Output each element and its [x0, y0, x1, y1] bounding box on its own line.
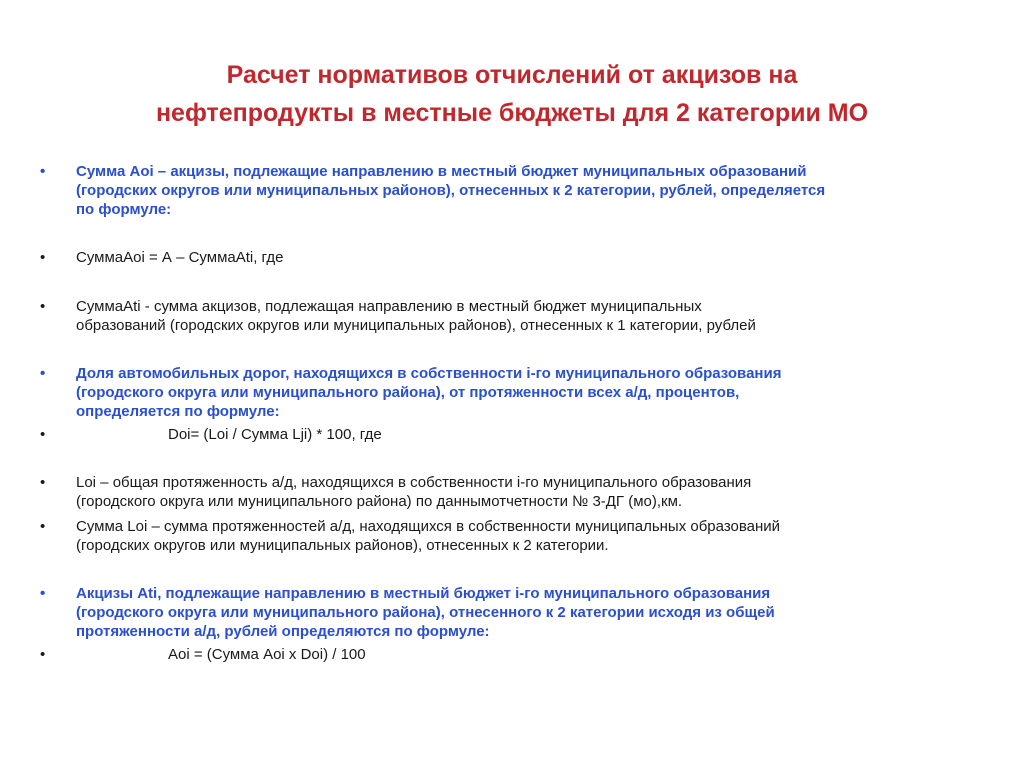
list-item-text: [76, 473, 950, 511]
list-item-text: [76, 645, 950, 664]
text-line: образований (городских округов или муниципальных районов), отнесенных к 1 категории, рублей: [76, 317, 756, 334]
text-line: Сумма Аoi – акцизы, подлежащие направлению в местный бюджет муниципальных образований: [76, 163, 807, 180]
text-line: (городских округов или муниципальных районов), отнесенных к 2 категории.: [76, 537, 609, 554]
list-item-text: [76, 425, 950, 444]
bullet-icon: •: [40, 163, 46, 180]
text-line: Акцизы Аti, подлежащие направлению в местный бюджет i-го муниципального образования: [76, 585, 771, 602]
text-line: Loi – общая протяженность а/д, находящихся в собственности i-го муниципального образования: [76, 474, 752, 491]
list-item-text: [76, 297, 950, 335]
text-line: определяется по формуле:: [76, 403, 280, 420]
text-line: протяженности а/д, рублей определяются по формуле:: [76, 623, 490, 640]
slide-title: [60, 56, 964, 132]
text-line: СуммаАti - сумма акцизов, подлежащая направлению в местный бюджет муниципальных: [76, 298, 702, 315]
bullet-icon: •: [40, 474, 46, 491]
formula-line: Аoi = (Сумма Аoi х Doi) / 100: [168, 646, 366, 663]
text-line: СуммаАoi = А – СуммаАti, где: [76, 249, 284, 266]
title-line-1: Расчет нормативов отчислений от акцизов на: [226, 61, 798, 89]
text-line: (городского округа или муниципального района), от протяженности всех а/д, процентов,: [76, 384, 740, 401]
bullet-icon: •: [40, 426, 46, 443]
text-line: Доля автомобильных дорог, находящихся в собственности i-го муниципального образования: [76, 365, 782, 382]
bullet-icon: •: [40, 646, 46, 663]
text-line: Сумма Loi – сумма протяженностей а/д, находящихся в собственности муниципальных образований: [76, 518, 781, 535]
text-line: (городского округа или муниципального района), отнесенного к 2 категории исходя из общей: [76, 604, 775, 621]
list-item-text: [76, 517, 950, 555]
list-item-text: [76, 364, 950, 421]
bullet-icon: •: [40, 298, 46, 315]
bullet-icon: •: [40, 365, 46, 382]
title-line-2: нефтепродукты в местные бюджеты для 2 категории МО: [155, 99, 869, 127]
list-item-text: [76, 584, 950, 641]
list-item-text: [76, 248, 950, 267]
text-line: (городских округов или муниципальных районов), отнесенных к 2 категории, рублей, определяется: [76, 182, 826, 199]
list-item-text: [76, 162, 950, 219]
bullet-icon: •: [40, 585, 46, 602]
text-line: (городского округа или муниципального района) по даннымотчетности № 3-ДГ (мо),км.: [76, 493, 683, 510]
text-line: по формуле:: [76, 201, 172, 218]
formula-line: Doi= (Loi / Сумма Lji) * 100, где: [168, 426, 382, 443]
bullet-icon: •: [40, 249, 46, 266]
bullet-icon: •: [40, 518, 46, 535]
